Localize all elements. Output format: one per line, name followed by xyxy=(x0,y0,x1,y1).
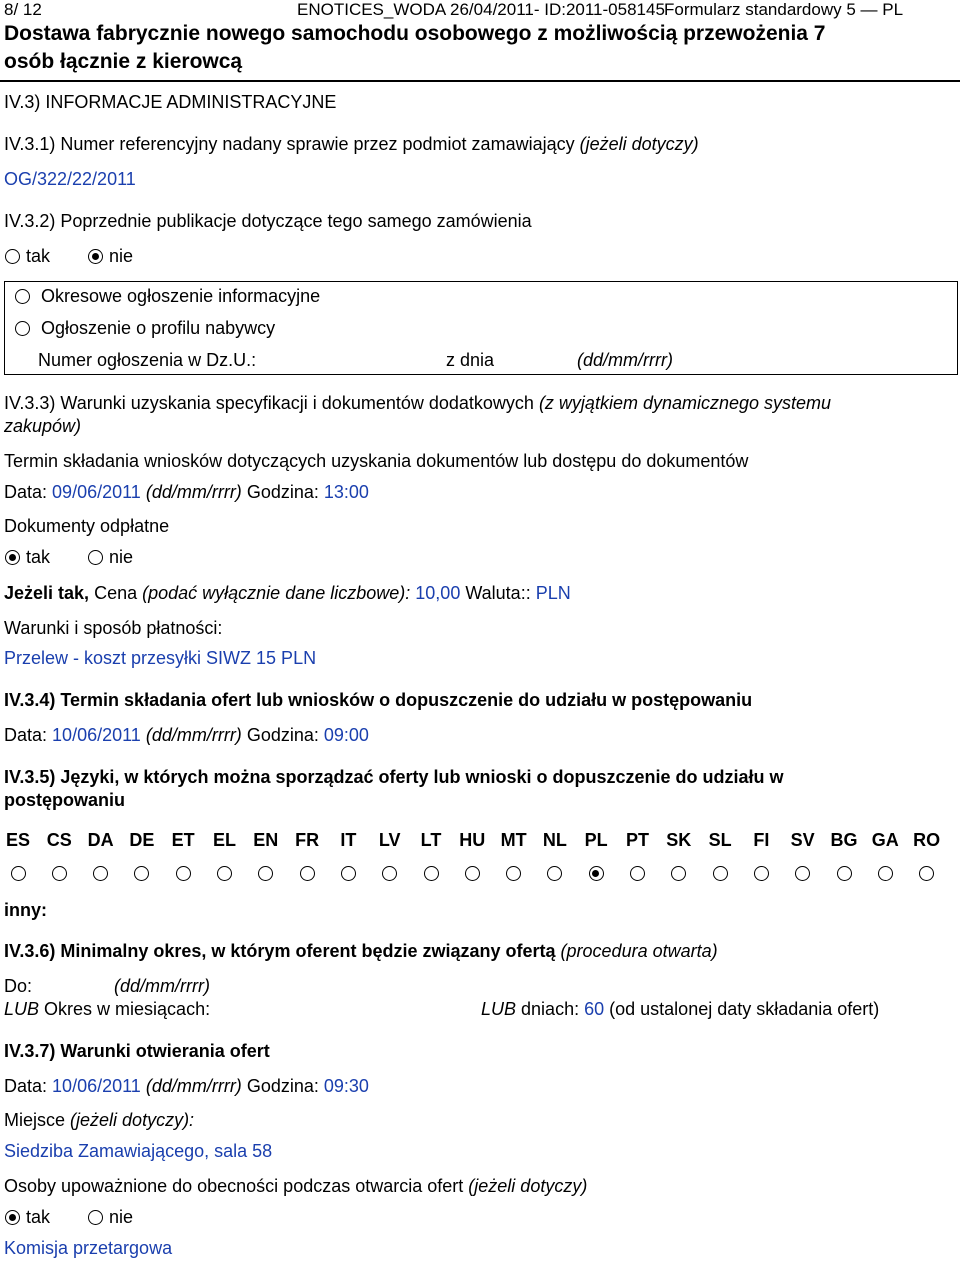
reference-number: OG/322/22/2011 xyxy=(4,169,136,189)
language-label-de: DE xyxy=(129,830,155,850)
language-radio-it[interactable] xyxy=(341,866,356,881)
docs-date: 09/06/2011 xyxy=(52,482,141,502)
language-radio-ga[interactable] xyxy=(878,866,893,881)
language-radio-sk[interactable] xyxy=(671,866,686,881)
language-label-it: IT xyxy=(340,830,357,850)
radio-yes-label: tak xyxy=(26,246,51,266)
place-label: Miejsce (jeżeli dotyczy): xyxy=(4,1110,195,1130)
language-label-el: EL xyxy=(212,830,236,850)
language-radio-cs[interactable] xyxy=(52,866,67,881)
language-label-pt: PT xyxy=(625,830,649,850)
docs-hour: 13:00 xyxy=(323,482,369,502)
opening-date: 10/06/2011 xyxy=(52,1076,141,1096)
iv36-heading: IV.3.6) Minimalny okres, w którym oferent będzie związany ofertą (procedura otwarta) xyxy=(4,941,718,961)
language-radio-da[interactable] xyxy=(93,866,108,881)
radio-persons-no[interactable] xyxy=(88,1210,103,1225)
language-radio-de[interactable] xyxy=(134,866,149,881)
language-label-sl: SL xyxy=(708,830,732,850)
language-label-mt: MT xyxy=(500,830,527,850)
language-radio-bg[interactable] xyxy=(837,866,852,881)
periodic-notice-option[interactable]: Okresowe ogłoszenie informacyjne xyxy=(15,286,320,307)
language-label-hu: HU xyxy=(459,830,486,850)
other-language-label: inny: xyxy=(4,900,47,920)
price-value: 10,00 xyxy=(415,583,461,603)
language-label-sv: SV xyxy=(790,830,815,850)
iv32-heading: IV.3.2) Poprzednie publikacje dotyczące tego samego zamówienia xyxy=(4,211,532,231)
language-radio-fi[interactable] xyxy=(754,866,769,881)
header-divider xyxy=(0,80,960,82)
language-radio-fr[interactable] xyxy=(300,866,315,881)
iv33-heading: IV.3.3) Warunki uzyskania specyfikacji i dokumentów dodatkowych (z wyjątkiem dynamicznego systemu xyxy=(4,393,832,413)
language-radio-el[interactable] xyxy=(217,866,232,881)
language-radio-lv[interactable] xyxy=(382,866,397,881)
form-name: Formularz standardowy 5 — PL xyxy=(664,0,904,19)
docs-deadline-label: Termin składania wniosków dotyczących uzyskania dokumentów lub dostępu do dokumentów xyxy=(4,451,749,471)
language-label-sk: SK xyxy=(666,830,692,850)
language-radio-en[interactable] xyxy=(258,866,273,881)
paid-docs-label: Dokumenty odpłatne xyxy=(4,516,170,536)
language-label-da: DA xyxy=(87,830,114,850)
iv34-heading: IV.3.4) Termin składania ofert lub wniosków o dopuszczenie do udziału w postępowaniu xyxy=(4,690,753,710)
language-radio-lt[interactable] xyxy=(424,866,439,881)
offer-hour: 09:00 xyxy=(323,725,369,745)
offer-deadline-row: Data: 10/06/2011 (dd/mm/rrrr) Godzina: 09:00 xyxy=(4,725,369,745)
prev-pub-radio-group xyxy=(5,246,133,267)
language-label-ro: RO xyxy=(913,830,941,850)
radio-persons-yes[interactable] xyxy=(5,1210,20,1225)
iv37-heading: IV.3.7) Warunki otwierania ofert xyxy=(4,1041,270,1061)
language-label-lv: LV xyxy=(378,830,401,850)
paid-docs-radio-group: tak nie xyxy=(5,547,133,568)
opening-hour: 09:30 xyxy=(323,1076,369,1096)
buyer-profile-option[interactable]: Ogłoszenie o profilu nabywcy xyxy=(15,318,275,339)
language-label-nl: NL xyxy=(542,830,567,850)
language-label-en: EN xyxy=(253,830,279,850)
payment-terms-value: Przelew - koszt przesyłki SIWZ 15 PLN xyxy=(4,648,317,668)
opening-date-row: Data: 10/06/2011 (dd/mm/rrrr) Godzina: 09:30 xyxy=(4,1076,369,1096)
months-row: LUB Okres w miesiącach: xyxy=(4,999,211,1019)
page-title-line2: osób łącznie z kierowcą xyxy=(4,50,243,73)
language-label-bg: BG xyxy=(830,830,858,850)
iv33-heading-cont: zakupów) xyxy=(4,416,82,436)
notice-id: ENOTICES_WODA 26/04/2011- ID:2011-058145 xyxy=(297,0,665,19)
language-label-lt: LT xyxy=(420,830,442,850)
language-radio-sl[interactable] xyxy=(713,866,728,881)
language-radio-nl[interactable] xyxy=(547,866,562,881)
page-title: Dostawa fabrycznie nowego samochodu osobowego z możliwością przewożenia 7 xyxy=(4,22,826,45)
language-radio-sv[interactable] xyxy=(795,866,810,881)
language-label-fr: FR xyxy=(295,830,320,850)
language-label-cs: CS xyxy=(46,830,72,850)
persons-label: Osoby upoważnione do obecności podczas otwarcia ofert (jeżeli dotyczy) xyxy=(4,1176,588,1196)
payment-terms-label: Warunki i sposób płatności: xyxy=(4,618,223,638)
price-row: Jeżeli tak, Cena (podać wyłącznie dane liczbowe): 10,00 Waluta:: PLN xyxy=(4,583,571,603)
dzu-number-label: Numer ogłoszenia w Dz.U.: xyxy=(38,350,257,370)
radio-periodic[interactable] xyxy=(15,289,30,304)
language-label-et: ET xyxy=(171,830,195,850)
currency-value: PLN xyxy=(535,583,571,603)
language-label-fi: FI xyxy=(753,830,770,850)
radio-no-label: nie xyxy=(109,246,134,266)
docs-deadline-row: Data: 09/06/2011 (dd/mm/rrrr) Godzina: 13:00 xyxy=(4,482,369,502)
iv31-heading: IV.3.1) Numer referencyjny nadany sprawie przez podmiot zamawiający (jeżeli dotyczy) xyxy=(4,134,699,154)
language-radio-ro[interactable] xyxy=(919,866,934,881)
language-label-pl: PL xyxy=(584,830,608,850)
min-period-format: (dd/mm/rrrr) xyxy=(114,976,210,996)
persons-value: Komisja przetargowa xyxy=(4,1238,173,1258)
radio-buyer-profile[interactable] xyxy=(15,321,30,336)
section-title: IV.3) INFORMACJE ADMINISTRACYJNE xyxy=(4,92,337,112)
language-label-es: ES xyxy=(5,830,30,850)
min-period-do-label: Do: xyxy=(4,976,33,996)
language-radio-pl[interactable] xyxy=(589,866,604,881)
offer-date: 10/06/2011 xyxy=(52,725,141,745)
radio-paid-no[interactable] xyxy=(88,550,103,565)
date-from-label: z dnia xyxy=(446,350,495,370)
radio-no[interactable] xyxy=(88,249,103,264)
language-radio-hu[interactable] xyxy=(465,866,480,881)
page-number: 8/ 12 xyxy=(4,0,42,19)
language-radio-es[interactable] xyxy=(11,866,26,881)
persons-radio-group: tak nie xyxy=(5,1207,133,1228)
iv35-heading: IV.3.5) Języki, w których można sporządzać oferty lub wnioski o dopuszczenie do udziału w xyxy=(4,767,784,787)
days-value: 60 xyxy=(584,999,605,1019)
language-radio-et[interactable] xyxy=(176,866,191,881)
iv35-heading-cont: postępowaniu xyxy=(4,790,125,810)
date-format: (dd/mm/rrrr) xyxy=(577,350,673,370)
radio-paid-yes[interactable] xyxy=(5,550,20,565)
days-row: LUB dniach: 60 (od ustalonej daty składania ofert) xyxy=(481,999,880,1019)
language-label-ga: GA xyxy=(871,830,899,850)
language-radio-mt[interactable] xyxy=(506,866,521,881)
language-radio-pt[interactable] xyxy=(630,866,645,881)
radio-yes[interactable] xyxy=(5,249,20,264)
place-value: Siedziba Zamawiającego, sala 58 xyxy=(4,1141,273,1161)
